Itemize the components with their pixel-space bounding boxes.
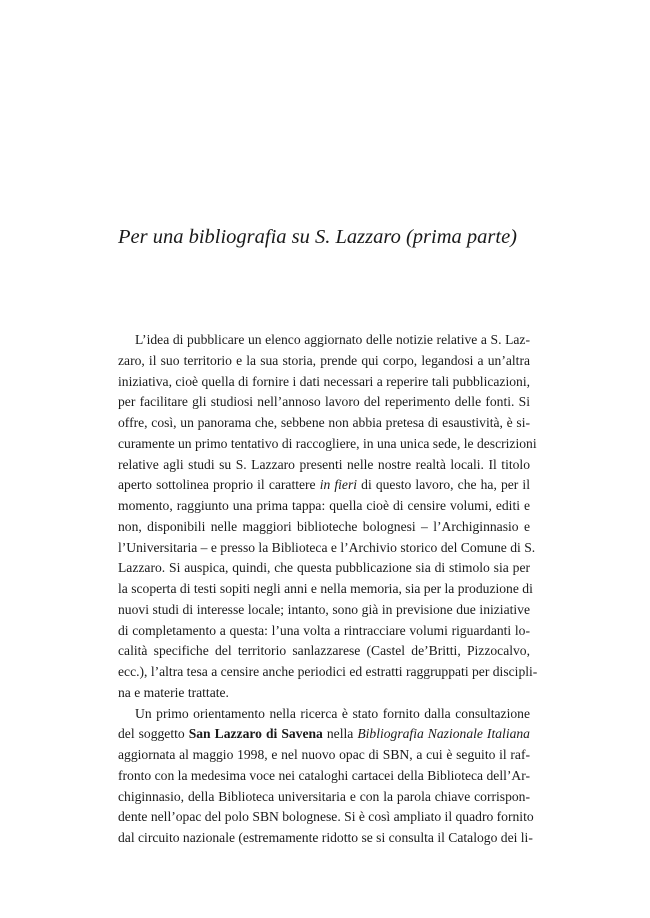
- text-line: [118, 496, 530, 517]
- text-line: [118, 392, 530, 413]
- text-line: [118, 330, 530, 351]
- text-line: [118, 807, 534, 828]
- text-segment: fronto con la medesima voce nei cataloghi cartacei della Biblioteca dell’Ar-: [118, 767, 530, 783]
- italic-text: Bibliografia Nazionale Italiana: [357, 726, 530, 742]
- text-segment: dente nell’opac del polo SBN bolognese. Si è così ampliato il quadro fornito: [118, 809, 534, 825]
- text-line: [118, 413, 530, 434]
- text-line: [118, 662, 538, 683]
- text-segment: aggiornata al maggio 1998, e nel nuovo opac di SBN, a cui è seguito il raf-: [118, 747, 530, 762]
- text-segment: di completamento a questa: l’una volta a rintracciare volumi riguardanti lo-: [118, 622, 530, 638]
- text-segment: nella: [322, 726, 358, 742]
- text-line: [118, 600, 530, 621]
- text-line: [118, 517, 530, 538]
- text-line: [118, 475, 530, 496]
- text-line: [118, 579, 533, 600]
- text-segment: la scoperta di testi sopiti negli anni e nella memoria, sia per la produzione di: [118, 581, 533, 596]
- text-segment: chiginnasio, della Biblioteca universitaria e con la parola chiave corrispon-: [118, 788, 530, 804]
- text-segment: Un primo orientamento nella ricerca è stato fornito dalla consultazione: [135, 705, 530, 721]
- text-line: [118, 641, 530, 662]
- text-line: [118, 558, 530, 579]
- text-segment: na e materie trattate.: [118, 684, 229, 700]
- text-segment: momento, raggiunto una prima tappa: quella cioè di censire volumi, editi e: [118, 498, 530, 513]
- text-line: [118, 828, 533, 849]
- text-segment: non, disponibili nelle maggiori biblioteche bolognesi – l’Archiginnasio e: [118, 518, 530, 534]
- text-segment: offre, così, un panorama che, sebbene non abbia pretesa di esaustività, è si-: [118, 415, 530, 430]
- text-line: [118, 621, 530, 642]
- text-line: [118, 724, 530, 745]
- text-segment: iniziativa, cioè quella di fornire i dati necessari a reperire tali pubblicazioni,: [118, 373, 530, 389]
- text-segment: del soggetto: [118, 726, 189, 742]
- text-line: [118, 704, 530, 725]
- text-line: [118, 787, 530, 808]
- text-segment: curamente un primo tentativo di raccogliere, in una unica sede, le descrizioni: [118, 435, 537, 451]
- body-text: [118, 330, 538, 849]
- text-line: [118, 766, 530, 787]
- bold-text: San Lazzaro di Savena: [188, 726, 323, 742]
- text-segment: dal circuito nazionale (estremamente ridotto se si consulta il Catalogo dei li-: [118, 830, 533, 845]
- text-line: [118, 372, 530, 393]
- text-segment: di questo lavoro, che ha, per il: [357, 477, 530, 493]
- text-segment: Lazzaro. Si auspica, quindi, che questa pubblicazione sia di stimolo sia per: [118, 560, 530, 576]
- text-segment: aperto sottolinea proprio il carattere: [118, 477, 320, 493]
- italic-text: in fieri: [319, 477, 358, 493]
- text-segment: relative agli studi su S. Lazzaro presenti nelle nostre realtà locali. Il titolo: [118, 456, 530, 472]
- text-line: [118, 434, 537, 455]
- text-segment: per facilitare gli studiosi nell’annoso lavoro del reperimento delle fonti. Si: [118, 394, 530, 410]
- text-line: [118, 683, 530, 704]
- text-line: [118, 455, 530, 476]
- text-segment: ecc.), l’altra tesa a censire anche periodici ed estratti raggruppati per discipli-: [118, 664, 538, 679]
- text-line: [118, 745, 530, 766]
- text-segment: L’idea di pubblicare un elenco aggiornato delle notizie relative a S. Laz-: [135, 332, 530, 347]
- text-segment: calità specifiche del territorio sanlazzarese (Castel de’Britti, Pizzocalvo,: [118, 643, 530, 659]
- text-segment: l’Universitaria – e presso la Biblioteca e l’Archivio storico del Comune di S.: [118, 539, 536, 555]
- text-line: [118, 351, 530, 372]
- text-segment: nuovi studi di interesse locale; intanto, sono già in previsione due iniziative: [118, 601, 530, 617]
- text-line: [118, 538, 536, 559]
- page-title: Per una bibliografia su S. Lazzaro (prima parte): [118, 226, 518, 248]
- text-segment: zaro, il suo territorio e la sua storia, prende qui corpo, legandosi a un’altra: [118, 352, 530, 368]
